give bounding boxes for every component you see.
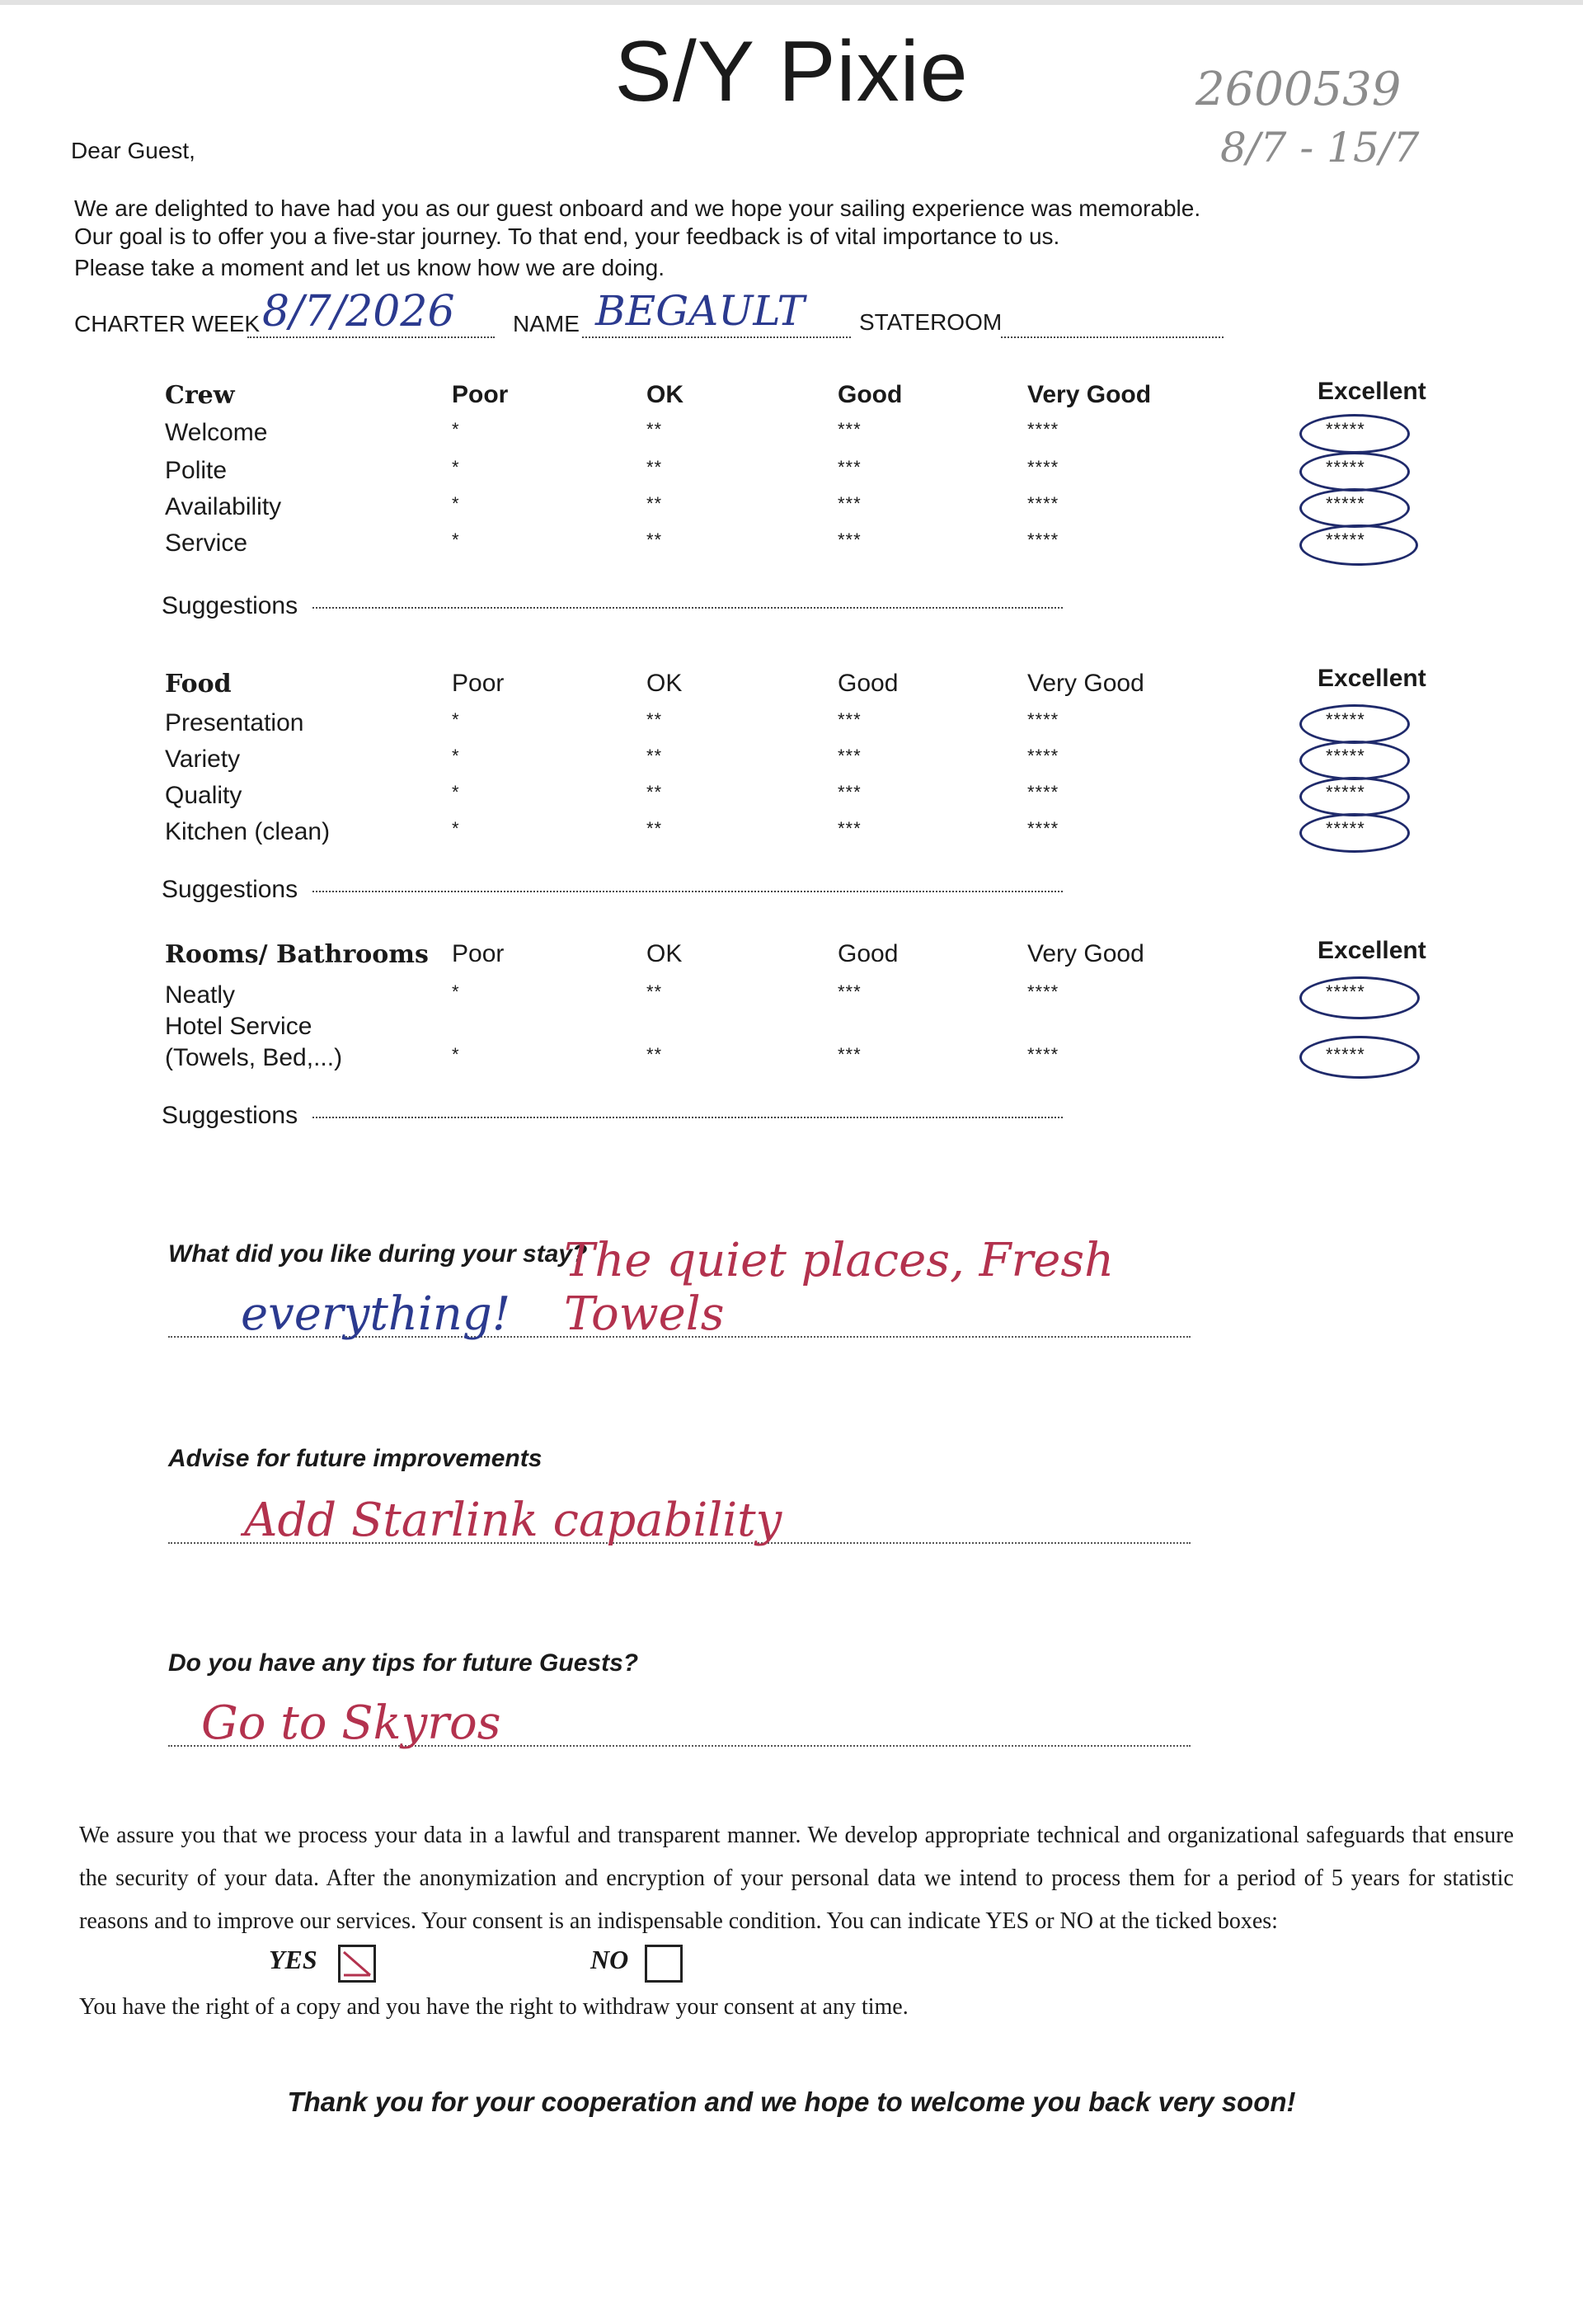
option-ok[interactable]: ** [646,493,663,514]
column-very-good: Very Good [1027,940,1144,967]
rating-row-service [162,529,1448,566]
option-ok[interactable]: ** [646,529,663,550]
option-good[interactable]: *** [838,419,862,440]
option-excellent[interactable]: ***** [1326,818,1365,839]
option-very-good[interactable]: **** [1027,493,1059,514]
option-very-good[interactable]: **** [1027,419,1059,440]
no-label: NO [590,1945,629,1974]
column-good: Good [838,670,899,697]
option-very-good[interactable]: **** [1027,746,1059,766]
answer-tips-field[interactable] [168,1692,1191,1750]
answer-liked-part1: everything! [241,1287,511,1341]
item-label: Variety [165,746,241,773]
selection-circle [1299,525,1418,566]
option-ok[interactable]: ** [646,782,663,802]
charter-week-label: CHARTER WEEK [74,311,261,336]
option-excellent[interactable]: ***** [1326,1044,1365,1065]
food-header-row [162,665,1448,706]
option-ok[interactable]: ** [646,1044,663,1065]
item-label: Quality [165,782,242,809]
column-excellent: Excellent [1318,665,1426,692]
option-poor[interactable]: * [452,818,460,839]
food-suggestions[interactable] [162,876,1063,904]
item-label: Welcome [165,419,268,446]
option-excellent[interactable]: ***** [1326,419,1365,440]
suggestions-label: Suggestions [162,1102,298,1129]
option-excellent[interactable]: ***** [1326,493,1365,514]
rating-row-quality [162,782,1448,818]
item-label-secondary: (Towels, Bed,...) [165,1044,343,1071]
selection-circle [1299,704,1410,744]
selection-circle [1299,813,1410,853]
option-poor[interactable]: * [452,709,460,730]
selection-circle [1299,414,1410,454]
no-checkbox[interactable] [645,1945,683,1983]
option-good[interactable]: *** [838,709,862,730]
yes-label: YES [269,1945,317,1974]
option-poor[interactable]: * [452,981,460,1002]
suggestions-line [312,1117,1063,1118]
name-field[interactable] [582,287,851,338]
item-label: Hotel Service [165,1013,312,1040]
selection-circle [1299,452,1410,492]
option-very-good[interactable]: **** [1027,981,1059,1002]
answer-liked-part2: The quiet places, Fresh Towels [564,1234,1115,1341]
option-very-good[interactable]: **** [1027,818,1059,839]
answer-improvements-field[interactable] [168,1489,1191,1547]
charter-week-value: 8/7/2026 [262,287,455,336]
option-very-good[interactable]: **** [1027,709,1059,730]
yes-checkbox[interactable] [338,1945,376,1983]
consent-rights: You have the right of a copy and you have the right to withdraw your consent at any time. [79,1994,909,2020]
option-very-good[interactable]: **** [1027,457,1059,478]
column-poor: Poor [452,381,509,408]
column-ok: OK [646,670,683,697]
option-poor[interactable]: * [452,746,460,766]
option-ok[interactable]: ** [646,709,663,730]
item-label: Presentation [165,709,304,736]
handwritten-dates: 8/7 - 15/7 [1220,124,1420,172]
rating-row-welcome [162,419,1448,455]
option-excellent[interactable]: ***** [1326,981,1365,1002]
item-label: Polite [165,457,228,484]
intro-line-2: Our goal is to offer you a five-star journey. To that end, your feedback is of vital importance to us. [74,223,1060,249]
question-tips: Do you have any tips for future Guests? [168,1649,639,1677]
charter-week-field[interactable] [247,287,495,338]
rating-row-variety [162,746,1448,782]
column-very-good: Very Good [1027,381,1152,408]
rating-row-hotel-service [162,1044,1448,1080]
suggestions-line [312,607,1063,609]
stateroom-label: STATEROOM [859,309,1003,335]
option-very-good[interactable]: **** [1027,529,1059,550]
question-improvements: Advise for future improvements [168,1445,543,1472]
option-good[interactable]: *** [838,782,862,802]
option-excellent[interactable]: ***** [1326,529,1365,550]
option-poor[interactable]: * [452,493,460,514]
option-poor[interactable]: * [452,782,460,802]
item-label: Kitchen (clean) [165,818,331,845]
form-title: S/Y Pixie [614,24,969,120]
option-ok[interactable]: ** [646,746,663,766]
option-ok[interactable]: ** [646,457,663,478]
rating-row-polite [162,457,1448,493]
rating-row-kitchen [162,818,1448,854]
suggestions-line [312,891,1063,892]
intro-line-1: We are delighted to have had you as our guest onboard and we hope your sailing experience was memorable. [74,195,1201,221]
question-liked: What did you like during your stay? [168,1240,588,1268]
rooms-header-row [162,937,1448,976]
crew-suggestions[interactable] [162,592,1063,620]
option-good[interactable]: *** [838,746,862,766]
suggestions-label: Suggestions [162,876,298,903]
intro-line-3: Please take a moment and let us know how we are doing. [74,255,665,280]
crew-header-row [162,378,1448,417]
name-value: BEGAULT [595,287,805,335]
option-poor[interactable]: * [452,457,460,478]
column-poor: Poor [452,670,505,697]
selection-circle [1299,1036,1420,1079]
item-label: Service [165,529,248,557]
suggestions-label: Suggestions [162,592,298,619]
option-ok[interactable]: ** [646,818,663,839]
option-excellent[interactable]: ***** [1326,457,1365,478]
item-label: Availability [165,493,282,520]
rooms-suggestions[interactable] [162,1102,1063,1130]
checkmark-icon [341,1947,373,1980]
name-label: NAME [513,311,580,336]
column-very-good: Very Good [1027,670,1144,697]
option-good[interactable]: *** [838,818,862,839]
item-label: Neatly [165,981,236,1009]
column-excellent: Excellent [1318,378,1426,405]
option-poor[interactable]: * [452,1044,460,1065]
greeting: Dear Guest, [71,138,195,163]
crew-category: Crew [165,381,235,410]
column-good: Good [838,940,899,967]
selection-circle [1299,488,1410,528]
column-excellent: Excellent [1318,937,1426,964]
option-good[interactable]: *** [838,529,862,550]
column-poor: Poor [452,940,505,967]
option-ok[interactable]: ** [646,981,663,1002]
selection-circle [1299,741,1410,780]
option-very-good[interactable]: **** [1027,1044,1059,1065]
consent-text: We assure you that we process your data in a lawful and transparent manner. We develop appropriate technical and organizational safeguards that ensure the security of your data. After the anonymization and encryption of your personal data we intend to process them for a period of 5 years for statistic reasons and to improve our services. Your consent is an indispensable condition. You can indicate YES or NO at the ticked boxes: [79,1823,1514,1934]
column-ok: OK [646,381,683,408]
option-excellent[interactable]: ***** [1326,746,1365,766]
closing-message: Thank you for your cooperation and we hope to welcome you back very soon! [287,2086,1296,2117]
top-edge [0,0,1583,5]
option-excellent[interactable]: ***** [1326,709,1365,730]
rooms-category: Rooms/ Bathrooms [165,940,429,969]
option-ok[interactable]: ** [646,419,663,440]
option-very-good[interactable]: **** [1027,782,1059,802]
option-good[interactable]: *** [838,493,862,514]
option-excellent[interactable]: ***** [1326,782,1365,802]
selection-circle [1299,777,1410,816]
column-ok: OK [646,940,683,967]
answer-tips: Go to Skyros [201,1696,501,1750]
answer-improvements: Add Starlink capability [244,1494,782,1547]
option-poor[interactable]: * [452,529,460,550]
handwritten-reference: 2600539 [1195,63,1402,116]
stateroom-field[interactable] [1001,312,1224,338]
option-poor[interactable]: * [452,419,460,440]
option-good[interactable]: *** [838,1044,862,1065]
option-good[interactable]: *** [838,981,862,1002]
rating-row-presentation [162,709,1448,746]
food-category: Food [165,670,232,699]
option-good[interactable]: *** [838,457,862,478]
column-good: Good [838,381,903,408]
rating-row-availability [162,493,1448,529]
